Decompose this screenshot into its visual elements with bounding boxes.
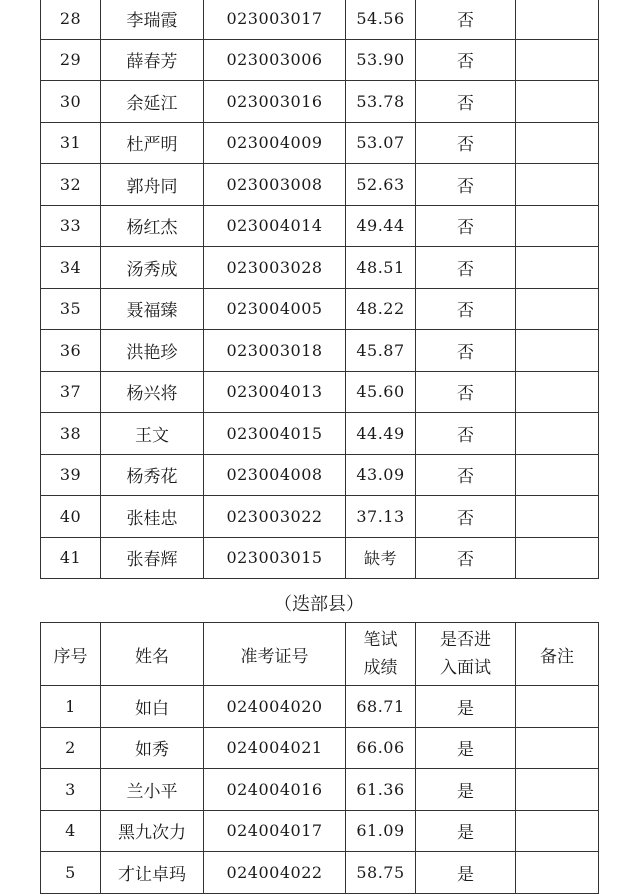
table-row — [41, 769, 599, 811]
cell-name: 洪艳珍 — [101, 330, 204, 372]
table-row — [41, 330, 599, 372]
cell-note — [516, 164, 599, 206]
cell-seq: 1 — [41, 686, 101, 728]
cell-interview: 是 — [416, 810, 516, 852]
cell-note — [516, 122, 599, 164]
cell-seq: 30 — [41, 81, 101, 123]
table-row — [41, 537, 599, 579]
cell-note — [516, 852, 599, 894]
cell-seq: 40 — [41, 496, 101, 538]
results-table-diebu — [40, 622, 599, 894]
cell-seq: 2 — [41, 727, 101, 769]
cell-ticket: 023003022 — [204, 496, 346, 538]
cell-note — [516, 496, 599, 538]
cell-ticket: 023004005 — [204, 288, 346, 330]
header-note: 备注 — [516, 623, 599, 686]
cell-interview: 否 — [416, 164, 516, 206]
cell-score: 54.56 — [346, 0, 416, 39]
cell-score: 45.87 — [346, 330, 416, 372]
cell-seq: 39 — [41, 454, 101, 496]
cell-seq: 34 — [41, 247, 101, 289]
cell-interview: 否 — [416, 413, 516, 455]
cell-interview: 否 — [416, 288, 516, 330]
cell-interview: 否 — [416, 205, 516, 247]
results-table-body — [41, 686, 599, 894]
cell-note — [516, 39, 599, 81]
header-interview-line1: 是否进 — [440, 630, 491, 650]
cell-seq: 41 — [41, 537, 101, 579]
cell-seq: 33 — [41, 205, 101, 247]
cell-ticket: 023004014 — [204, 205, 346, 247]
cell-interview: 否 — [416, 537, 516, 579]
cell-seq: 35 — [41, 288, 101, 330]
header-interview-line2: 入面试 — [440, 658, 491, 678]
cell-interview: 否 — [416, 122, 516, 164]
cell-name: 黑九次力 — [101, 810, 204, 852]
cell-name: 李瑞霞 — [101, 0, 204, 39]
cell-ticket: 024004016 — [204, 769, 346, 811]
cell-note — [516, 247, 599, 289]
cell-interview: 是 — [416, 852, 516, 894]
cell-score: 49.44 — [346, 205, 416, 247]
header-score-line2: 成绩 — [363, 658, 398, 678]
table-row — [41, 496, 599, 538]
cell-note — [516, 371, 599, 413]
cell-interview: 否 — [416, 496, 516, 538]
cell-ticket: 023003028 — [204, 247, 346, 289]
cell-score: 53.90 — [346, 39, 416, 81]
cell-score: 61.09 — [346, 810, 416, 852]
cell-seq: 4 — [41, 810, 101, 852]
cell-score: 44.49 — [346, 413, 416, 455]
cell-seq: 32 — [41, 164, 101, 206]
header-seq: 序号 — [41, 623, 101, 686]
table-row — [41, 205, 599, 247]
cell-note — [516, 205, 599, 247]
cell-score: 53.78 — [346, 81, 416, 123]
cell-score: 61.36 — [346, 769, 416, 811]
cell-note — [516, 810, 599, 852]
table-row — [41, 413, 599, 455]
cell-seq: 31 — [41, 122, 101, 164]
cell-ticket: 023003018 — [204, 330, 346, 372]
cell-note — [516, 413, 599, 455]
cell-interview: 是 — [416, 769, 516, 811]
cell-score: 48.22 — [346, 288, 416, 330]
cell-score: 68.71 — [346, 686, 416, 728]
cell-name: 杨秀花 — [101, 454, 204, 496]
cell-interview: 否 — [416, 39, 516, 81]
cell-note — [516, 537, 599, 579]
cell-ticket: 023003015 — [204, 537, 346, 579]
cell-interview: 是 — [416, 727, 516, 769]
cell-name: 张桂忠 — [101, 496, 204, 538]
cell-interview: 否 — [416, 247, 516, 289]
cell-note — [516, 727, 599, 769]
cell-note — [516, 81, 599, 123]
table-row — [41, 810, 599, 852]
cell-name: 汤秀成 — [101, 247, 204, 289]
cell-ticket: 023004008 — [204, 454, 346, 496]
cell-note — [516, 0, 599, 39]
cell-note — [516, 330, 599, 372]
table-row — [41, 164, 599, 206]
cell-ticket: 023003016 — [204, 81, 346, 123]
header-row — [41, 623, 599, 686]
header-interview — [416, 623, 516, 686]
cell-name: 才让卓玛 — [101, 852, 204, 894]
cell-score: 缺考 — [346, 537, 416, 579]
cell-name: 薛春芳 — [101, 39, 204, 81]
cell-name: 王文 — [101, 413, 204, 455]
cell-interview: 否 — [416, 81, 516, 123]
cell-note — [516, 454, 599, 496]
cell-ticket: 023003017 — [204, 0, 346, 39]
cell-ticket: 023004015 — [204, 413, 346, 455]
cell-note — [516, 686, 599, 728]
cell-score: 45.60 — [346, 371, 416, 413]
cell-interview: 否 — [416, 0, 516, 39]
cell-note — [516, 769, 599, 811]
table-row — [41, 686, 599, 728]
header-ticket: 准考证号 — [204, 623, 346, 686]
cell-interview: 否 — [416, 330, 516, 372]
cell-name: 杨红杰 — [101, 205, 204, 247]
cell-name: 杜严明 — [101, 122, 204, 164]
table-row — [41, 288, 599, 330]
table-row — [41, 81, 599, 123]
cell-score: 58.75 — [346, 852, 416, 894]
cell-name: 聂福臻 — [101, 288, 204, 330]
cell-ticket: 024004022 — [204, 852, 346, 894]
cell-ticket: 024004017 — [204, 810, 346, 852]
cell-name: 如白 — [101, 686, 204, 728]
table-row — [41, 727, 599, 769]
cell-score: 52.63 — [346, 164, 416, 206]
results-table-continued — [40, 0, 599, 579]
table-row — [41, 371, 599, 413]
cell-seq: 37 — [41, 371, 101, 413]
cell-ticket: 023003006 — [204, 39, 346, 81]
table-header — [41, 623, 599, 686]
cell-interview: 是 — [416, 686, 516, 728]
cell-name: 郭舟同 — [101, 164, 204, 206]
cell-score: 48.51 — [346, 247, 416, 289]
cell-name: 张春辉 — [101, 537, 204, 579]
cell-seq: 5 — [41, 852, 101, 894]
cell-ticket: 023004009 — [204, 122, 346, 164]
county-caption: （迭部县） — [274, 594, 364, 615]
cell-seq: 36 — [41, 330, 101, 372]
cell-score: 66.06 — [346, 727, 416, 769]
results-table-body — [41, 0, 599, 579]
table-row — [41, 247, 599, 289]
table-row — [41, 39, 599, 81]
cell-score: 53.07 — [346, 122, 416, 164]
cell-ticket: 024004020 — [204, 686, 346, 728]
cell-score: 37.13 — [346, 496, 416, 538]
cell-note — [516, 288, 599, 330]
cell-ticket: 023004013 — [204, 371, 346, 413]
cell-seq: 3 — [41, 769, 101, 811]
header-score-line1: 笔试 — [363, 630, 398, 650]
header-name: 姓名 — [101, 623, 204, 686]
header-score — [346, 623, 416, 686]
cell-interview: 否 — [416, 371, 516, 413]
cell-name: 余延江 — [101, 81, 204, 123]
cell-seq: 38 — [41, 413, 101, 455]
cell-ticket: 024004021 — [204, 727, 346, 769]
table-row — [41, 122, 599, 164]
cell-ticket: 023003008 — [204, 164, 346, 206]
cell-name: 如秀 — [101, 727, 204, 769]
cell-seq: 28 — [41, 0, 101, 39]
cell-name: 兰小平 — [101, 769, 204, 811]
cell-seq: 29 — [41, 39, 101, 81]
table-row — [41, 852, 599, 894]
cell-interview: 否 — [416, 454, 516, 496]
cell-score: 43.09 — [346, 454, 416, 496]
table-row — [41, 454, 599, 496]
table-row — [41, 0, 599, 39]
cell-name: 杨兴将 — [101, 371, 204, 413]
